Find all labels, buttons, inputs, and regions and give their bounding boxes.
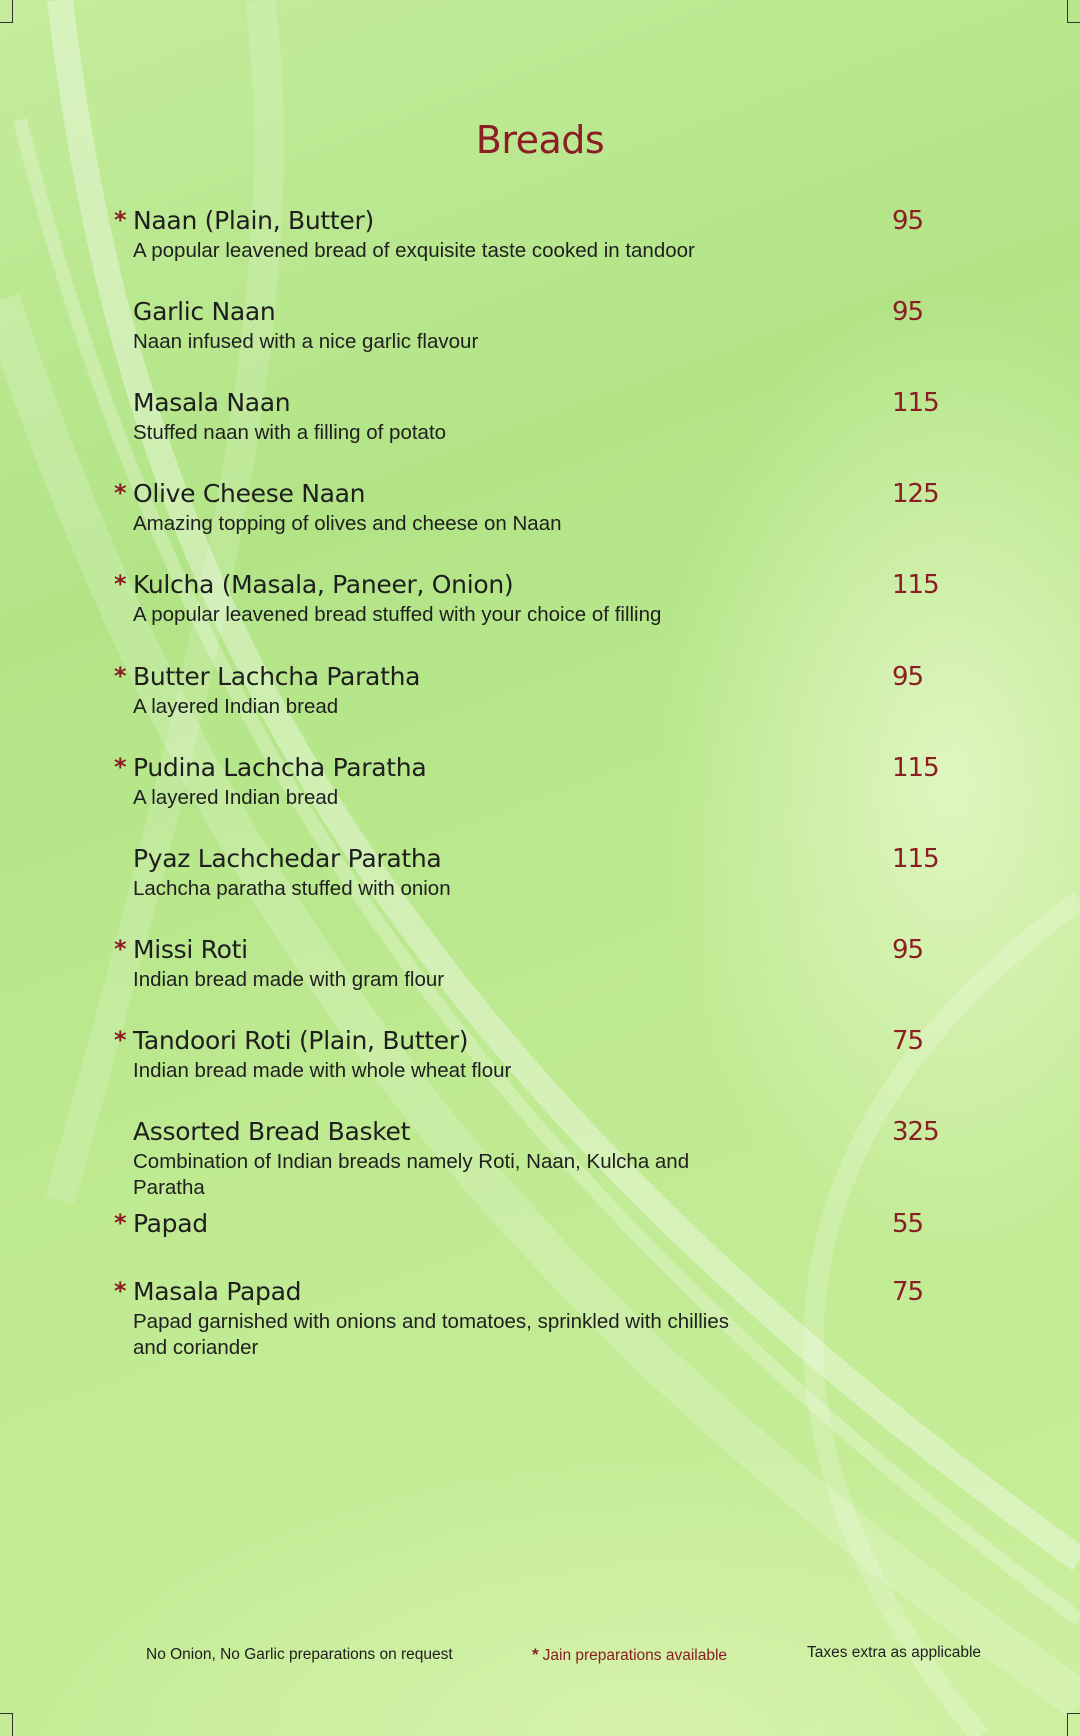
menu-item-name: Tandoori Roti (Plain, Butter) — [133, 1026, 469, 1055]
menu-item-name: Masala Naan — [133, 388, 291, 417]
menu-item-description: A popular leavened bread stuffed with your choice of filling — [133, 603, 662, 626]
menu-item — [114, 1277, 953, 1361]
menu-item-name: Assorted Bread Basket — [133, 1117, 411, 1146]
jain-marker-icon: * — [114, 1026, 127, 1054]
menu-item — [114, 753, 953, 811]
crop-mark-top-right — [1067, 0, 1080, 23]
menu-item-price: 115 — [892, 388, 939, 418]
menu-item-price: 95 — [892, 935, 924, 965]
jain-marker-icon: * — [114, 935, 127, 963]
menu-item-name: Kulcha (Masala, Paneer, Onion) — [133, 570, 514, 599]
jain-marker-icon: * — [532, 1645, 539, 1664]
menu-item — [114, 570, 953, 628]
menu-item — [133, 297, 953, 355]
menu-item-price: 115 — [892, 753, 939, 783]
menu-item-description: Naan infused with a nice garlic flavour — [133, 330, 479, 353]
menu-item — [114, 1026, 953, 1084]
menu-item-description: A layered Indian bread — [133, 695, 339, 718]
menu-item-price: 125 — [892, 479, 939, 509]
menu-item-name: Papad — [133, 1209, 208, 1238]
menu-item-name: Missi Roti — [133, 935, 248, 964]
menu-item — [114, 935, 953, 993]
menu-item-name: Olive Cheese Naan — [133, 479, 366, 508]
jain-marker-icon: * — [114, 479, 127, 507]
menu-item-description: Indian bread made with gram flour — [133, 968, 445, 991]
jain-marker-icon: * — [114, 753, 127, 781]
jain-marker-icon: * — [114, 1277, 127, 1305]
footer-jain — [532, 1645, 727, 1666]
crop-mark-bottom-left — [0, 1713, 13, 1736]
crop-mark-top-left — [0, 0, 13, 23]
menu-item-price: 95 — [892, 206, 924, 236]
menu-item-price: 75 — [892, 1026, 924, 1056]
menu-item — [133, 388, 953, 446]
menu-item-name: Masala Papad — [133, 1277, 302, 1306]
menu-item — [114, 206, 953, 264]
menu-item-name: Pyaz Lachchedar Paratha — [133, 844, 442, 873]
menu-item-description: A layered Indian bread — [133, 786, 339, 809]
footer-jain-text: Jain preparations available — [542, 1647, 728, 1664]
menu-item-price: 95 — [892, 297, 924, 327]
menu-item-description: Amazing topping of olives and cheese on Naan — [133, 512, 562, 535]
menu-item — [133, 844, 953, 902]
menu-title: Breads — [475, 118, 605, 162]
menu-item-price: 55 — [892, 1209, 924, 1239]
jain-marker-icon: * — [114, 1209, 127, 1237]
menu-item-description: Papad garnished with onions and tomatoes, sprinkled with chillies and coriander — [133, 1310, 729, 1359]
menu-item-price: 325 — [892, 1117, 939, 1147]
menu-item-price: 75 — [892, 1277, 924, 1307]
menu-item-name: Pudina Lachcha Paratha — [133, 753, 427, 782]
jain-marker-icon: * — [114, 662, 127, 690]
footer-no-onion-garlic: No Onion, No Garlic preparations on request — [146, 1646, 453, 1663]
footer-taxes: Taxes extra as applicable — [807, 1644, 982, 1661]
menu-item-description: Indian bread made with whole wheat flour — [133, 1059, 512, 1082]
menu-item-description: Combination of Indian breads namely Roti, Naan, Kulcha and Paratha — [133, 1150, 690, 1199]
menu-item — [114, 662, 953, 720]
menu-item-description: A popular leavened bread of exquisite taste cooked in tandoor — [133, 239, 695, 262]
menu-item — [133, 1117, 953, 1201]
menu-item — [114, 1209, 953, 1239]
menu-item-price: 115 — [892, 570, 939, 600]
menu-item-name: Butter Lachcha Paratha — [133, 662, 421, 691]
menu-item-name: Naan (Plain, Butter) — [133, 206, 374, 235]
menu-item — [114, 479, 953, 537]
jain-marker-icon: * — [114, 570, 127, 598]
menu-item-description: Stuffed naan with a filling of potato — [133, 421, 447, 444]
menu-item-price: 115 — [892, 844, 939, 874]
menu-item-name: Garlic Naan — [133, 297, 276, 326]
jain-marker-icon: * — [114, 206, 127, 234]
menu-item-description: Lachcha paratha stuffed with onion — [133, 877, 451, 900]
menu-item-price: 95 — [892, 662, 924, 692]
crop-mark-bottom-right — [1067, 1713, 1080, 1736]
